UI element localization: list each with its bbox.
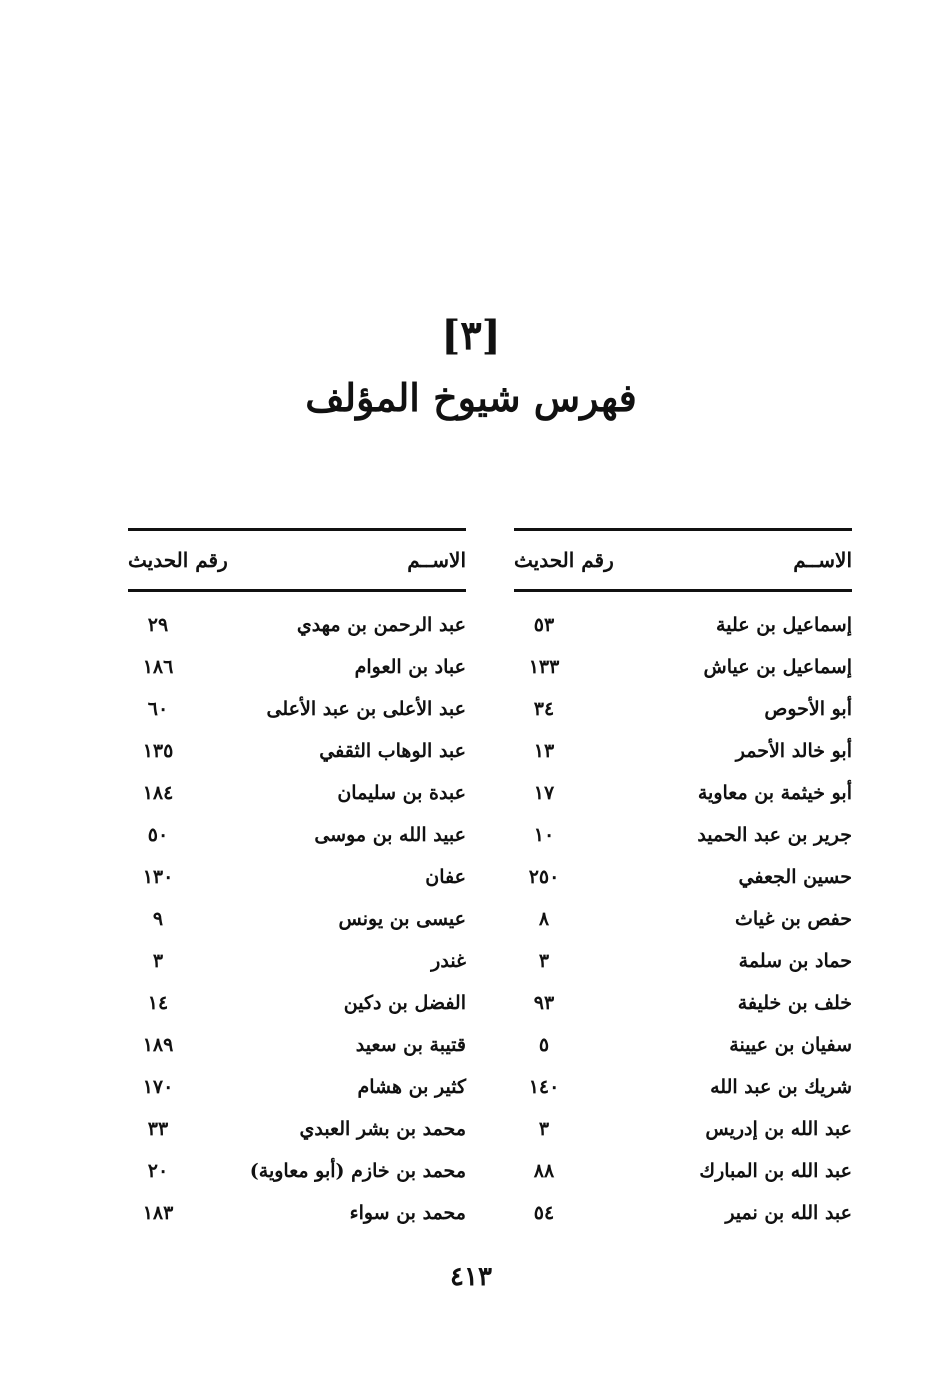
entry-number: ٥٤ <box>533 1202 555 1224</box>
index-entry <box>128 1024 466 1066</box>
left-column <box>128 528 466 1240</box>
entry-name: الفضل بن دكين <box>343 992 466 1014</box>
entry-name: جرير بن عبد الحميد <box>697 824 852 846</box>
entry-name: أبو خالد الأحمر <box>735 740 852 762</box>
entry-number: ٥ <box>538 1034 550 1056</box>
entry-number: ٩ <box>152 908 164 930</box>
entry-name: قتيبة بن سعيد <box>355 1034 466 1056</box>
entry-number: ٦٠ <box>147 698 169 720</box>
entry-name: عبد الله بن المبارك <box>699 1160 852 1182</box>
entry-number: ١٣٥ <box>142 740 174 762</box>
index-entry <box>514 730 852 772</box>
entry-number: ٢٠ <box>147 1160 169 1182</box>
index-entry <box>128 646 466 688</box>
index-entry <box>514 1024 852 1066</box>
entry-number: ١٨٤ <box>142 782 174 804</box>
index-entry <box>128 604 466 646</box>
header-name: الاســم <box>793 548 852 572</box>
entry-number: ٥٠ <box>147 824 169 846</box>
entry-number: ١٤ <box>147 992 169 1014</box>
entry-name: محمد بن سواء <box>349 1202 466 1224</box>
entry-name: عفان <box>425 866 466 888</box>
entry-name: إسماعيل بن علية <box>716 614 852 636</box>
entry-name: حسين الجعفي <box>738 866 852 888</box>
index-entry <box>514 1192 852 1234</box>
entry-name: أبو الأحوص <box>764 698 852 720</box>
index-entry <box>514 814 852 856</box>
column-header <box>514 528 852 592</box>
index-entry <box>128 1150 466 1192</box>
entry-name: عبد الرحمن بن مهدي <box>296 614 466 636</box>
entry-number: ٣٤ <box>533 698 555 720</box>
entry-number: ٢٥٠ <box>528 866 560 888</box>
entry-name: خلف بن خليفة <box>737 992 852 1014</box>
entry-name: عيسى بن يونس <box>338 908 466 930</box>
index-entry <box>514 898 852 940</box>
index-entry <box>128 940 466 982</box>
entry-name: كثير بن هشام <box>357 1076 466 1098</box>
entry-name: محمد بن بشر العبدي <box>299 1118 466 1140</box>
index-entry <box>514 688 852 730</box>
index-entry <box>128 898 466 940</box>
page-number: ٤١٣ <box>450 1262 492 1292</box>
index-entry <box>514 1108 852 1150</box>
entry-name: أبو خيثمة بن معاوية <box>697 782 852 804</box>
index-columns <box>128 528 852 1240</box>
entry-number: ١٨٩ <box>142 1034 174 1056</box>
header-number: رقم الحديث <box>514 548 614 572</box>
entry-number: ١٨٦ <box>142 656 174 678</box>
entry-number: ١٤٠ <box>528 1076 560 1098</box>
index-entry <box>128 982 466 1024</box>
entry-number: ١٨٣ <box>142 1202 174 1224</box>
entry-number: ١٣٠ <box>142 866 174 888</box>
entry-number: ١٧ <box>533 782 555 804</box>
index-entry <box>128 772 466 814</box>
entry-number: ٣ <box>152 950 164 972</box>
entry-name: إسماعيل بن عياش <box>703 656 852 678</box>
entry-name: عبيد الله بن موسى <box>314 824 466 846</box>
index-entry <box>128 814 466 856</box>
entry-number: ١٠ <box>533 824 555 846</box>
entry-name: عبد الوهاب الثقفي <box>319 740 466 762</box>
header-number: رقم الحديث <box>128 548 228 572</box>
index-entry <box>514 604 852 646</box>
index-entry <box>514 940 852 982</box>
left-column-list <box>128 604 466 1234</box>
index-entry <box>128 1066 466 1108</box>
entry-name: عبد الله بن إدريس <box>705 1118 852 1140</box>
entry-name: شريك بن عبد الله <box>710 1076 852 1098</box>
entry-number: ٢٩ <box>147 614 169 636</box>
index-entry <box>514 772 852 814</box>
index-entry <box>128 730 466 772</box>
entry-name: عبد الأعلى بن عبد الأعلى <box>266 698 466 720</box>
entry-number: ٨٨ <box>533 1160 555 1182</box>
index-entry <box>128 688 466 730</box>
right-column-list <box>514 604 852 1234</box>
entry-name: سفيان بن عيينة <box>729 1034 852 1056</box>
right-column <box>514 528 852 1240</box>
entry-number: ٣ <box>538 950 550 972</box>
entry-name: عبد الله بن نمير <box>725 1202 852 1224</box>
entry-name: عباد بن العوام <box>354 656 466 678</box>
index-entry <box>514 1150 852 1192</box>
entry-number: ١٧٠ <box>142 1076 174 1098</box>
entry-number: ٥٣ <box>533 614 555 636</box>
entry-number: ١٣٣ <box>528 656 560 678</box>
entry-name: حماد بن سلمة <box>738 950 852 972</box>
chapter-title: فهرس شيوخ المؤلف <box>305 375 637 420</box>
entry-name: محمد بن خازم (أبو معاوية) <box>249 1160 466 1182</box>
index-entry <box>514 1066 852 1108</box>
entry-number: ٣ <box>538 1118 550 1140</box>
header-name: الاســم <box>407 548 466 572</box>
entry-name: عبدة بن سليمان <box>337 782 466 804</box>
index-entry <box>128 1108 466 1150</box>
index-entry <box>514 646 852 688</box>
entry-number: ٨ <box>538 908 550 930</box>
index-entry <box>128 856 466 898</box>
chapter-number: [٣] <box>441 312 501 359</box>
entry-number: ١٣ <box>533 740 555 762</box>
entry-name: غندر <box>431 950 466 972</box>
column-header <box>128 528 466 592</box>
entry-name: حفص بن غياث <box>735 908 852 930</box>
index-entry <box>514 982 852 1024</box>
index-entry <box>128 1192 466 1234</box>
entry-number: ٩٣ <box>533 992 555 1014</box>
index-entry <box>514 856 852 898</box>
entry-number: ٣٣ <box>147 1118 169 1140</box>
